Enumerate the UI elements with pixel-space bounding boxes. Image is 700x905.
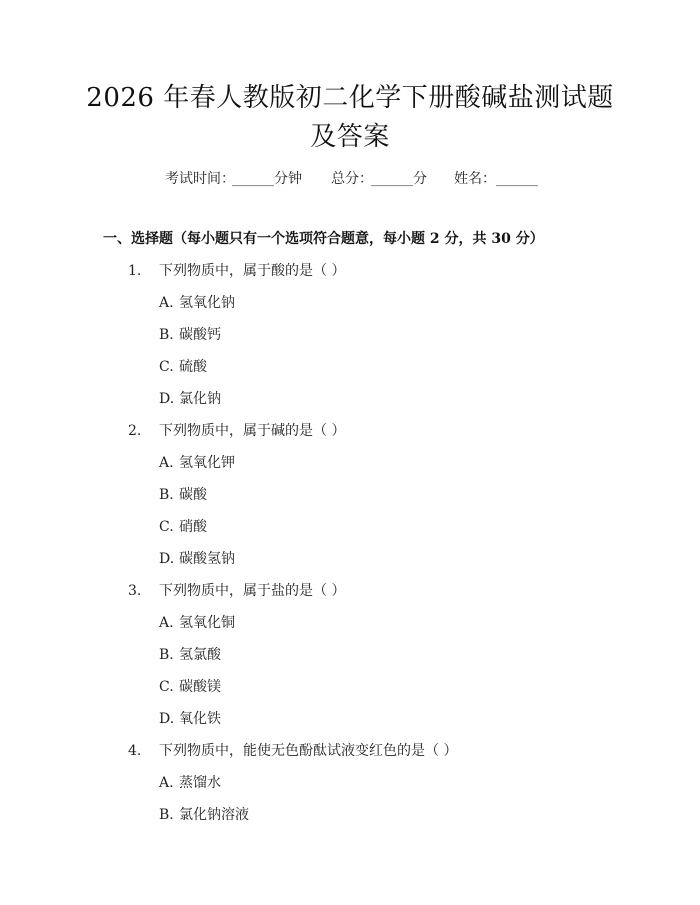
option-letter: B. — [159, 647, 174, 663]
option-text: 氢氧化钾 — [179, 455, 235, 471]
option-letter: A. — [159, 775, 174, 791]
document-title-line-2: 及答案 — [310, 122, 390, 152]
option-letter: D. — [159, 551, 175, 567]
question-number: 2. — [128, 423, 142, 439]
section-heading: 一、选择题（每小题只有一个选项符合题意，每小题 2 分，共 30 分） — [103, 231, 544, 247]
option-text: 碳酸氢钠 — [179, 551, 235, 567]
student-name-label: 姓名： — [454, 171, 496, 187]
option-letter: A. — [159, 295, 174, 311]
option-letter: D. — [159, 711, 175, 727]
option-letter: D. — [159, 391, 175, 407]
option-text: 硫酸 — [179, 359, 207, 375]
total-score-blank: ______ — [371, 171, 413, 187]
option-text: 氢氧化钠 — [179, 295, 235, 311]
option-letter: B. — [159, 807, 174, 823]
option-text: 氢氧化铜 — [179, 615, 235, 631]
option-text: 硝酸 — [179, 519, 207, 535]
option-text: 氯化钠 — [179, 391, 221, 407]
option-letter: B. — [159, 487, 174, 503]
option-text: 碳酸镁 — [179, 679, 221, 695]
exam-time-unit: 分钟 — [274, 171, 302, 187]
option-letter: B. — [159, 327, 174, 343]
option-text: 蒸馏水 — [179, 775, 221, 791]
option-text: 碳酸 — [179, 487, 207, 503]
student-name-blank: ______ — [496, 171, 538, 187]
total-score-label: 总分： — [331, 171, 373, 187]
option-text: 氯化钠溶液 — [179, 807, 249, 823]
question-text: 下列物质中，属于盐的是（ ） — [159, 583, 346, 599]
exam-time-blank: ______ — [232, 171, 274, 187]
option-letter: A. — [159, 455, 174, 471]
total-score-unit: 分 — [413, 171, 427, 187]
question-number: 3. — [128, 583, 142, 599]
question-text: 下列物质中，属于碱的是（ ） — [159, 423, 346, 439]
option-letter: C. — [159, 519, 174, 535]
option-letter: A. — [159, 615, 174, 631]
option-letter: C. — [159, 679, 174, 695]
question-number: 4. — [128, 743, 142, 759]
option-text: 碳酸钙 — [179, 327, 221, 343]
option-letter: C. — [159, 359, 174, 375]
question-text: 下列物质中，属于酸的是（ ） — [159, 263, 346, 279]
exam-time-label: 考试时间： — [165, 171, 235, 187]
option-text: 氧化铁 — [179, 711, 221, 727]
document-title-line-1: 2026 年春人教版初二化学下册酸碱盐测试题 — [86, 83, 614, 113]
question-number: 1. — [128, 263, 142, 279]
question-text: 下列物质中，能使无色酚酞试液变红色的是（ ） — [159, 743, 458, 759]
option-text: 氢氯酸 — [179, 647, 221, 663]
